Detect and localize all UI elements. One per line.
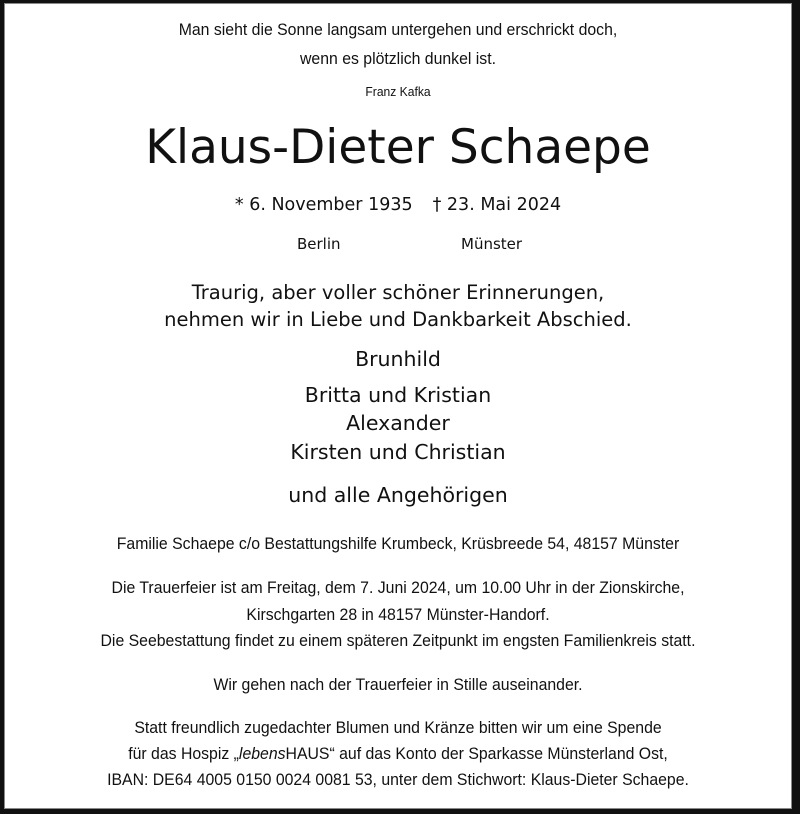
donation-line-2	[32, 744, 765, 764]
donation-prefix: für das Hospiz „	[128, 744, 239, 763]
death-date: † 23. Mai 2024	[432, 195, 562, 215]
donation-rest: HAUS“ auf das Konto der Sparkasse Münsterland Ost,	[285, 744, 668, 763]
mourner-spouse: Brunhild	[355, 347, 441, 371]
farewell-line-2: nehmen wir in Liebe und Dankbarkeit Abschied.	[164, 308, 632, 331]
mourner-child-3: Kirsten und Christian	[290, 440, 506, 464]
service-line-3: Die Seebestattung findet zu einem späteren Zeitpunkt im engsten Familienkreis statt.	[100, 631, 696, 650]
life-places	[4, 235, 792, 255]
death-place: Münster	[461, 235, 523, 253]
contact-address: Familie Schaepe c/o Bestattungshilfe Krumbeck, Krüsbreede 54, 48157 Münster	[116, 534, 680, 553]
mourner-child-2: Alexander	[346, 411, 450, 435]
donation-line-1: Statt freundlich zugedachter Blumen und Kränze bitten wir um eine Spende	[134, 718, 662, 737]
service-line-2: Kirschgarten 28 in 48157 Münster-Handorf.	[246, 605, 550, 624]
quote-line-2: wenn es plötzlich dunkel ist.	[300, 49, 496, 68]
birth-place: Berlin	[297, 235, 341, 253]
life-dates	[4, 195, 792, 215]
quote-line-1: Man sieht die Sonne langsam untergehen und erschrickt doch,	[178, 20, 618, 39]
farewell-line-1: Traurig, aber voller schöner Erinnerungen,	[191, 281, 605, 304]
service-line-1: Die Trauerfeier ist am Freitag, dem 7. Juni 2024, um 10.00 Uhr in der Zionskirche,	[111, 578, 685, 597]
deceased-name: Klaus-Dieter Schaepe	[145, 120, 651, 175]
hospice-name-italic: lebens	[238, 744, 286, 763]
mourner-child-1: Britta und Kristian	[304, 383, 492, 407]
birth-date: * 6. November 1935	[234, 195, 413, 215]
quote-author: Franz Kafka	[365, 84, 431, 99]
obituary-notice	[4, 3, 792, 809]
service-after: Wir gehen nach der Trauerfeier in Stille auseinander.	[213, 675, 583, 694]
mourner-others: und alle Angehörigen	[288, 483, 508, 507]
donation-iban: IBAN: DE64 4005 0150 0024 0081 53, unter dem Stichwort: Klaus-Dieter Schaepe.	[107, 770, 689, 789]
